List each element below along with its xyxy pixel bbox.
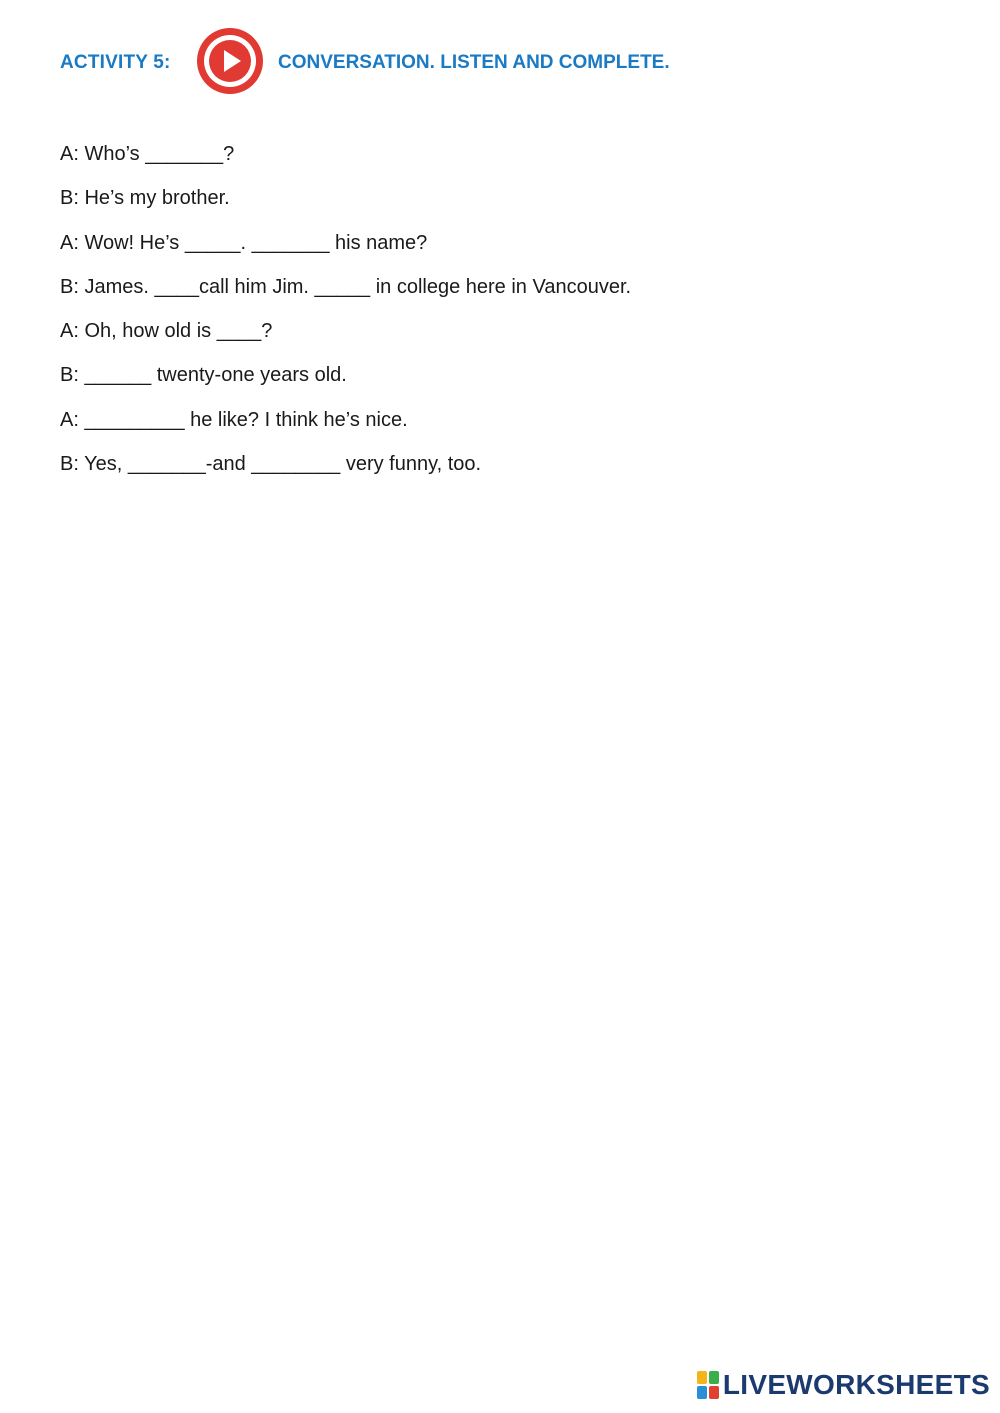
play-icon — [195, 26, 265, 96]
logo-text: LIVEWORKSHEETS — [722, 1369, 990, 1400]
liveworksheets-logo-icon — [697, 1371, 719, 1399]
activity-header — [60, 26, 760, 96]
dialogue-line: A: Oh, how old is ____? — [60, 320, 273, 343]
dialogue-line: B: He’s my brother. — [60, 187, 230, 210]
play-audio-button[interactable] — [195, 26, 265, 96]
dialogue-line: B: James. ____call him Jim. _____ in college here in Vancouver. — [60, 275, 632, 298]
dialogue-line: A: Who’s _______? — [60, 143, 235, 165]
activity-instruction: CONVERSATION. LISTEN AND COMPLETE. — [278, 52, 670, 73]
dialogue-line: B: ______ twenty-one years old. — [60, 364, 347, 387]
dialogue-line: A: _________ he like? I think he’s nice. — [60, 408, 408, 431]
activity-label: ACTIVITY 5: — [60, 52, 171, 73]
dialogue-line: A: Wow! He’s _____. _______ his name? — [60, 231, 428, 254]
dialogue-line: B: Yes, _______-and ________ very funny, too. — [60, 453, 482, 476]
liveworksheets-logo — [697, 1369, 990, 1401]
dialogue-list — [60, 140, 940, 494]
